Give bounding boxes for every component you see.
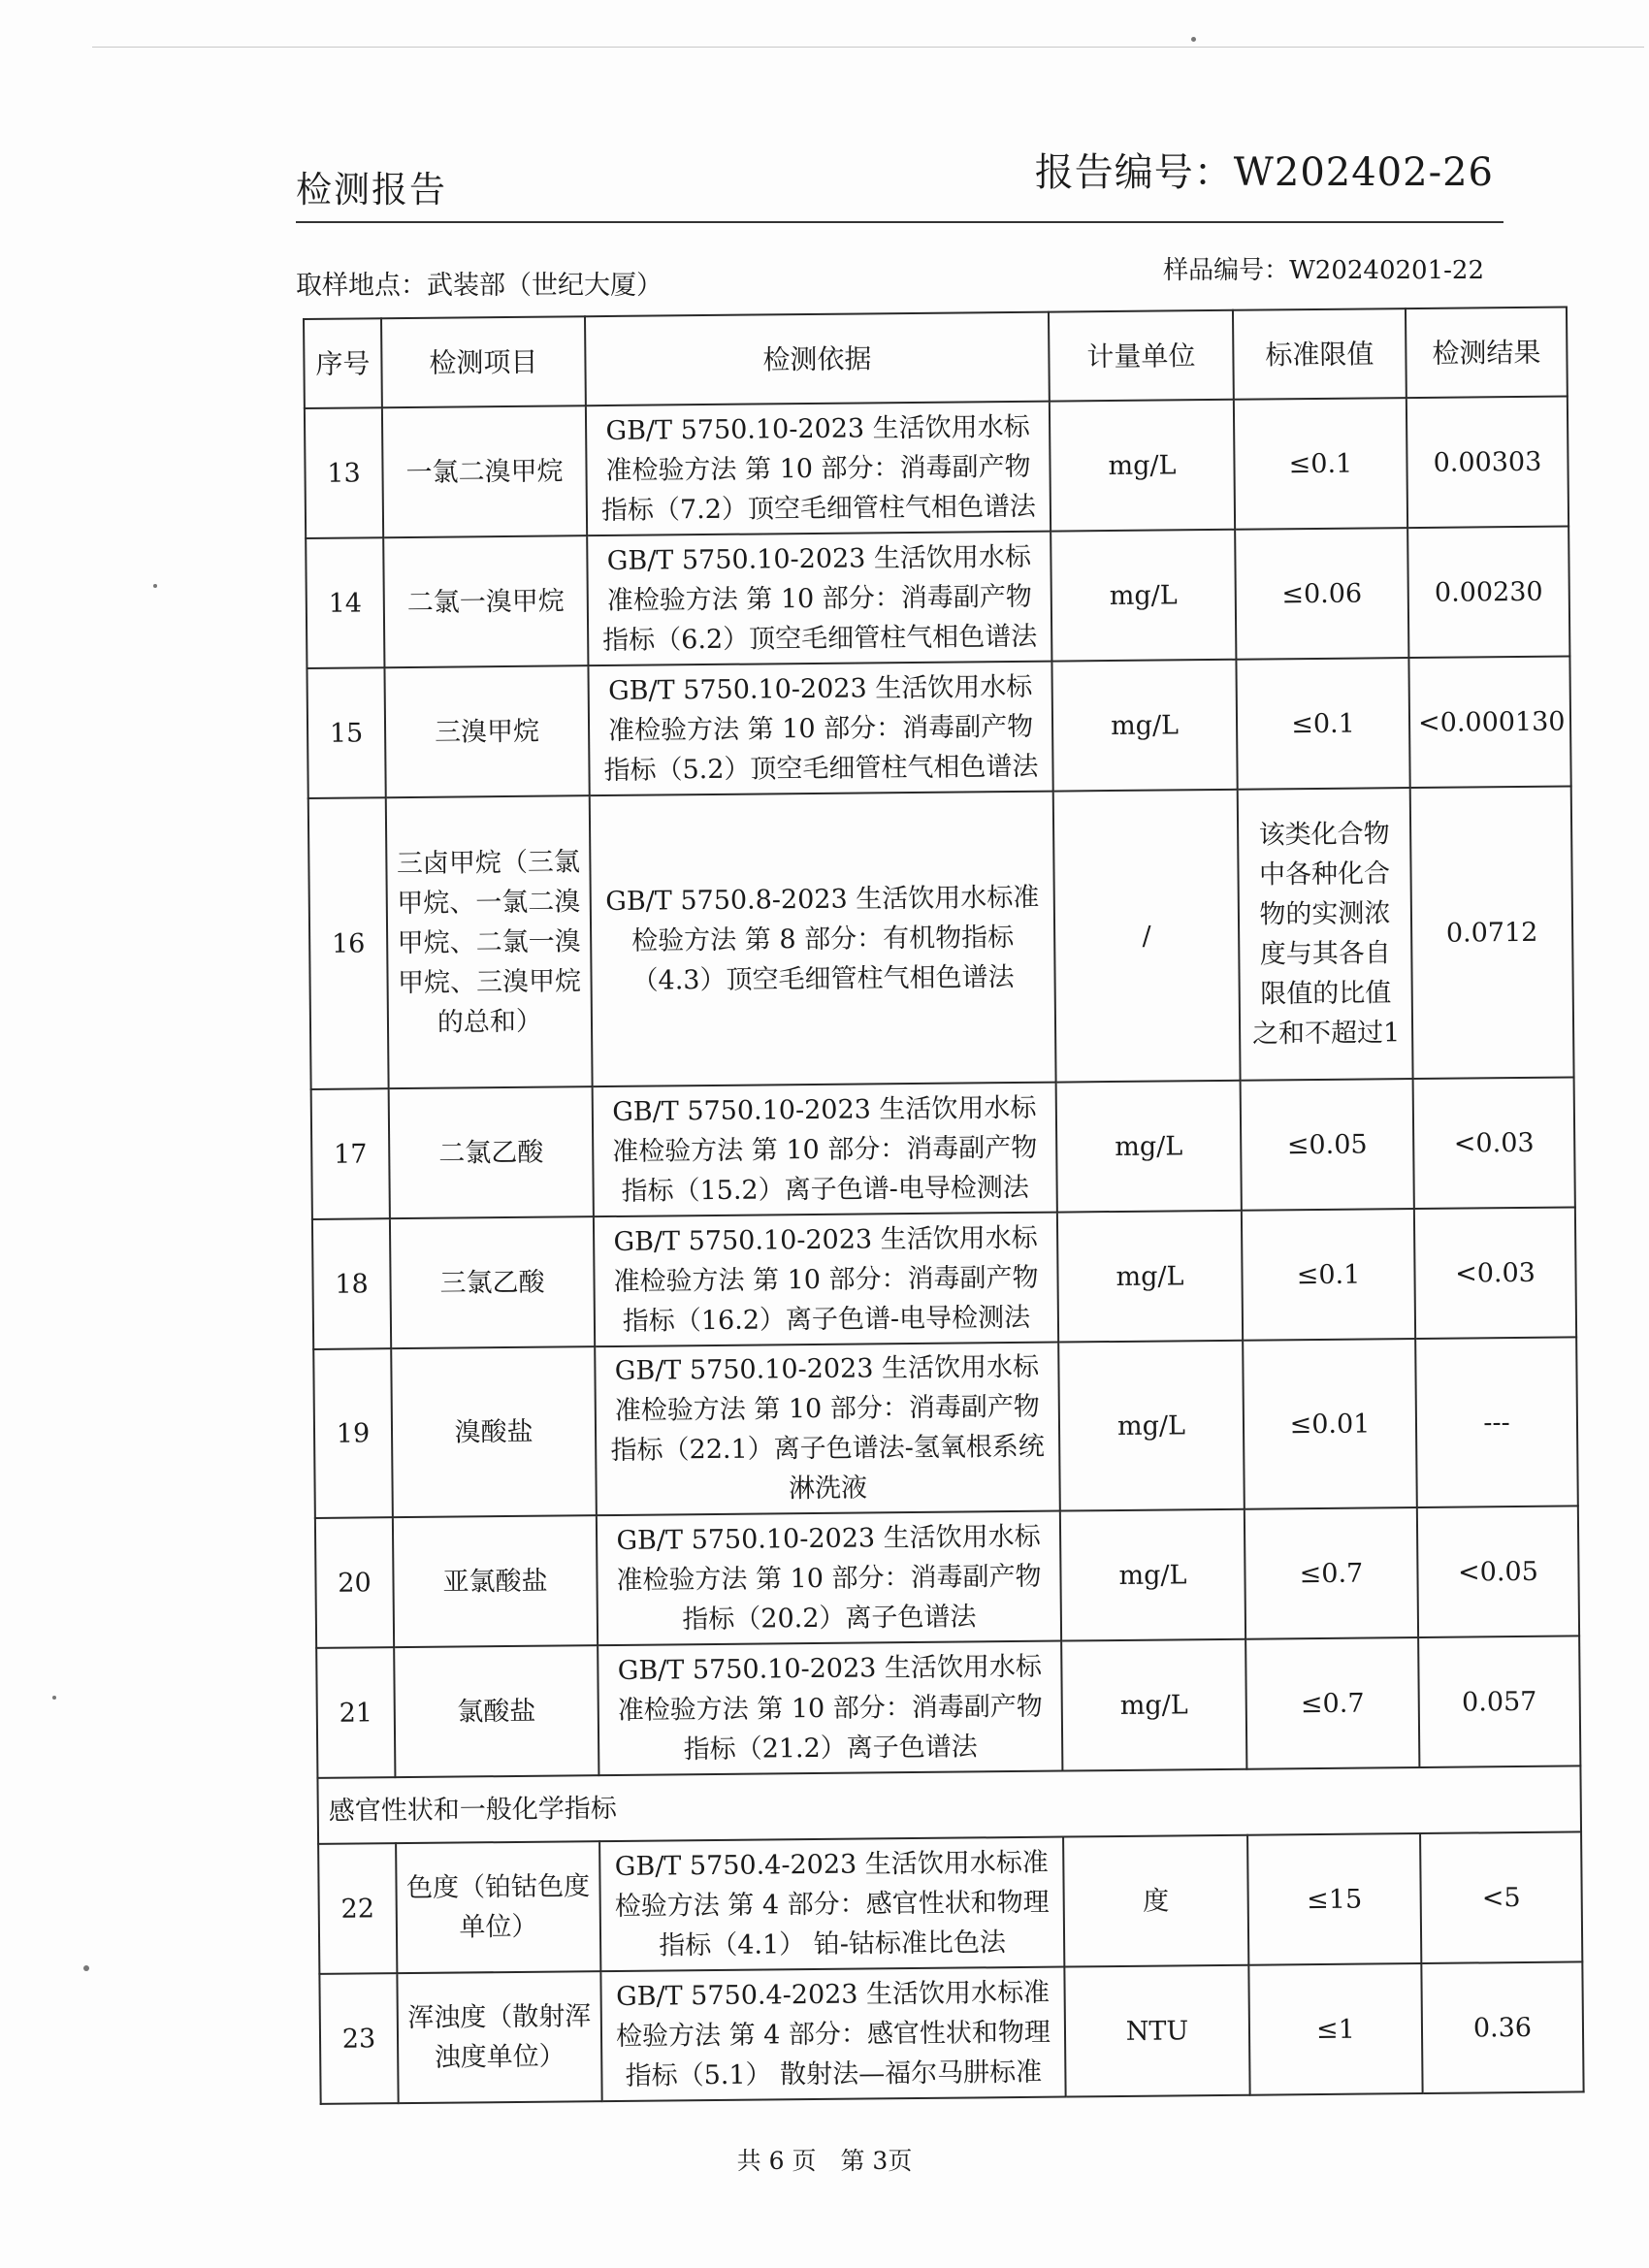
standard-limit: ≤0.1 — [1242, 1209, 1415, 1341]
table-row — [313, 1337, 1578, 1517]
test-item: 溴酸盐 — [391, 1346, 597, 1517]
test-basis: GB/T 5750.4-2023 生活饮用水标准检验方法 第 4 部分：感官性状和物理指标（4.1） 铂-钴标准比色法 — [599, 1837, 1064, 1972]
test-item: 氯酸盐 — [394, 1645, 598, 1777]
report-number: 报告编号：W202402-26 — [1034, 150, 1494, 195]
unit: / — [1053, 790, 1241, 1083]
header-divider — [296, 221, 1504, 223]
standard-limit: ≤0.7 — [1245, 1637, 1419, 1769]
scan-speck — [1191, 37, 1196, 42]
standard-limit: ≤0.1 — [1234, 398, 1407, 530]
test-basis: GB/T 5750.10-2023 生活饮用水标准检验方法 第 10 部分：消毒副产物指标（5.2）顶空毛细管柱气相色谱法 — [588, 662, 1052, 796]
test-basis: GB/T 5750.10-2023 生活饮用水标准检验方法 第 10 部分：消毒副产物指标（7.2）顶空毛细管柱气相色谱法 — [586, 402, 1051, 536]
unit: mg/L — [1057, 1211, 1243, 1343]
test-basis: GB/T 5750.4-2023 生活饮用水标准检验方法 第 4 部分：感官性状和物理指标（5.1） 散射法—福尔马肼标准 — [600, 1967, 1065, 2102]
test-result: <0.05 — [1417, 1506, 1579, 1637]
scan-speck — [52, 1696, 56, 1700]
row-number: 17 — [311, 1088, 390, 1219]
row-number: 21 — [316, 1647, 395, 1778]
standard-limit: ≤0.1 — [1236, 658, 1409, 790]
section-title: 感官性状和一般化学指标 — [317, 1766, 1581, 1843]
test-result: 0.00230 — [1407, 526, 1569, 658]
unit: mg/L — [1060, 1509, 1245, 1641]
test-item: 浑浊度（散射浑浊度单位） — [397, 1971, 601, 2103]
test-result: 0.36 — [1421, 1961, 1583, 2093]
table-row — [315, 1506, 1579, 1647]
test-item: 三溴甲烷 — [384, 665, 589, 797]
standard-limit: ≤1 — [1248, 1963, 1422, 2095]
unit: mg/L — [1056, 1081, 1242, 1213]
table-header-row — [304, 307, 1568, 407]
unit: mg/L — [1050, 400, 1235, 532]
test-item: 三卤甲烷（三氯甲烷、一氯二溴甲烷、二氯一溴甲烷、三溴甲烷的总和） — [386, 795, 593, 1088]
test-basis: GB/T 5750.10-2023 生活饮用水标准检验方法 第 10 部分：消毒副产物指标（16.2）离子色谱-电导检测法 — [594, 1213, 1058, 1347]
column-header: 检测依据 — [585, 312, 1050, 406]
table-row — [305, 396, 1568, 537]
standard-limit: ≤0.01 — [1243, 1339, 1417, 1509]
row-number: 18 — [312, 1218, 391, 1349]
row-number: 20 — [315, 1517, 394, 1648]
table-row — [311, 1077, 1575, 1218]
test-item: 二氯一溴甲烷 — [383, 535, 588, 667]
table-row — [308, 786, 1574, 1088]
standard-limit: ≤0.05 — [1241, 1079, 1414, 1211]
standard-limit: 该类化合物中各种化合物的实测浓度与其各自限值的比值之和不超过1 — [1238, 788, 1413, 1081]
sample-number: 样品编号：W20240201-22 — [1163, 256, 1484, 285]
row-number: 13 — [305, 407, 383, 538]
row-number: 23 — [319, 1973, 398, 2104]
standard-limit: ≤15 — [1247, 1833, 1421, 1965]
test-item: 三氯乙酸 — [390, 1216, 595, 1348]
row-number: 16 — [308, 797, 389, 1089]
table-row — [316, 1636, 1580, 1777]
column-header: 标准限值 — [1233, 308, 1406, 400]
table-row — [312, 1207, 1576, 1348]
test-item: 色度（铂钴色度单位） — [396, 1841, 600, 1973]
row-number: 19 — [313, 1348, 393, 1518]
test-result: --- — [1415, 1337, 1578, 1507]
unit: NTU — [1064, 1965, 1249, 2097]
test-basis: GB/T 5750.8-2023 生活饮用水标准检验方法 第 8 部分：有机物指标（4.3）顶空毛细管柱气相色谱法 — [590, 792, 1056, 1087]
standard-limit: ≤0.06 — [1235, 528, 1408, 660]
test-result: 0.00303 — [1406, 396, 1568, 528]
standard-limit: ≤0.7 — [1245, 1507, 1418, 1639]
unit: mg/L — [1051, 660, 1237, 792]
test-item: 亚氯酸盐 — [393, 1515, 598, 1647]
test-basis: GB/T 5750.10-2023 生活饮用水标准检验方法 第 10 部分：消毒副产物指标（20.2）离子色谱法 — [597, 1511, 1061, 1646]
test-result: 0.0712 — [1410, 786, 1574, 1079]
test-item: 一氯二溴甲烷 — [382, 405, 587, 537]
test-result: <5 — [1420, 1831, 1582, 1963]
row-number: 15 — [307, 667, 385, 798]
page-footer: 共 6 页 第 3页 — [736, 2147, 913, 2175]
unit: mg/L — [1058, 1341, 1245, 1511]
table-row — [318, 1831, 1582, 1973]
report-title: 检测报告 — [296, 169, 447, 211]
test-result: <0.03 — [1414, 1207, 1576, 1339]
table-row — [319, 1961, 1583, 2103]
row-number: 14 — [306, 537, 384, 668]
scan-speck — [153, 584, 157, 588]
test-basis: GB/T 5750.10-2023 生活饮用水标准检验方法 第 10 部分：消毒副产物指标（15.2）离子色谱-电导检测法 — [593, 1083, 1057, 1217]
test-result: <0.000130 — [1408, 656, 1570, 788]
scan-edge-line — [92, 47, 1644, 48]
test-result: <0.03 — [1413, 1077, 1575, 1209]
unit: mg/L — [1061, 1639, 1246, 1771]
column-header: 检测结果 — [1406, 307, 1568, 398]
table-row — [306, 526, 1569, 667]
column-header: 序号 — [304, 318, 382, 408]
unit: mg/L — [1051, 530, 1236, 662]
test-item: 二氯乙酸 — [389, 1086, 594, 1218]
sampling-location: 取样地点：武装部（世纪大厦） — [296, 271, 663, 301]
column-header: 计量单位 — [1049, 310, 1234, 402]
column-header: 检测项目 — [381, 316, 586, 407]
scan-speck — [83, 1965, 89, 1971]
unit: 度 — [1063, 1835, 1248, 1967]
row-number: 22 — [318, 1843, 397, 1974]
test-basis: GB/T 5750.10-2023 生活饮用水标准检验方法 第 10 部分：消毒副产物指标（22.1）离子色谱法-氢氧根系统淋洗液 — [595, 1343, 1060, 1516]
test-result: 0.057 — [1418, 1636, 1580, 1767]
section-row — [317, 1766, 1581, 1843]
test-basis: GB/T 5750.10-2023 生活饮用水标准检验方法 第 10 部分：消毒副产物指标（6.2）顶空毛细管柱气相色谱法 — [587, 532, 1051, 666]
results-table — [303, 306, 1585, 2104]
test-basis: GB/T 5750.10-2023 生活饮用水标准检验方法 第 10 部分：消毒副产物指标（21.2）离子色谱法 — [598, 1641, 1062, 1776]
table-row — [307, 656, 1570, 797]
